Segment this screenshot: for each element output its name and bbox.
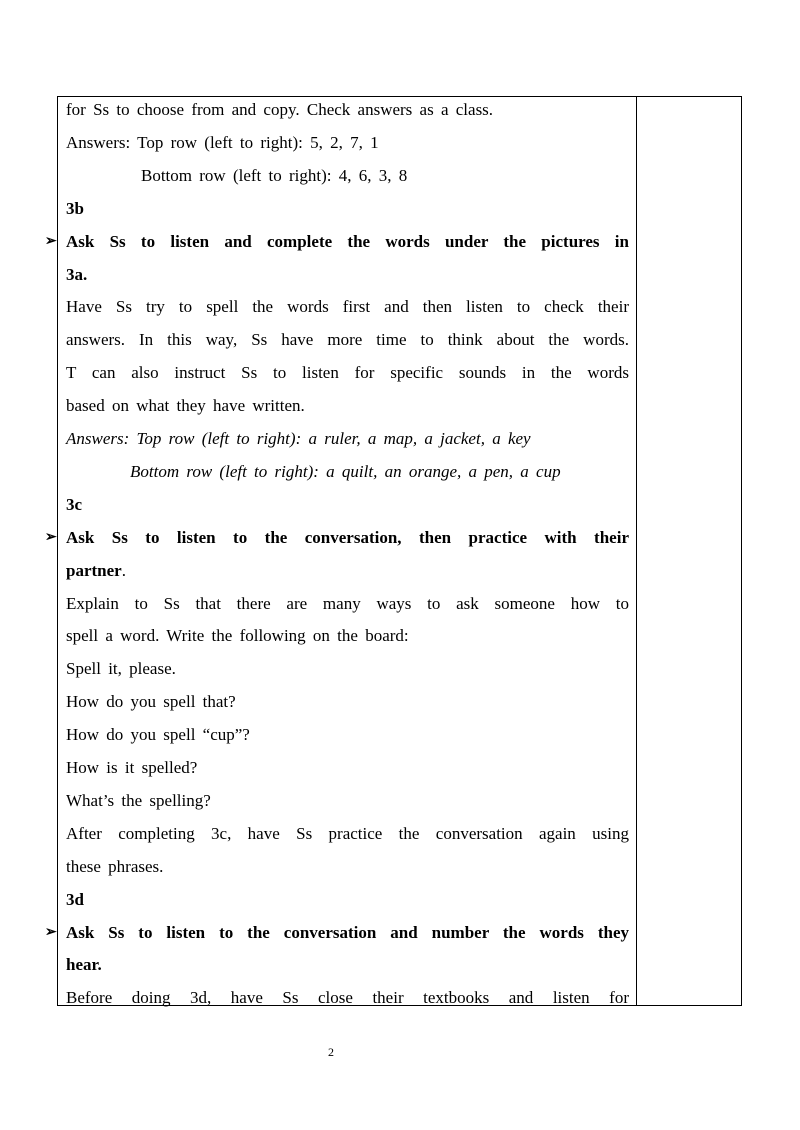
- line-text: for Ss to choose from and copy. Check answers as a class.: [66, 100, 494, 119]
- text-line: [66, 624, 629, 648]
- line-text: Before doing 3d, have Ss close their textbooks and listen for: [66, 988, 629, 1008]
- line-text: How is it spelled?: [66, 758, 198, 777]
- text-line: [130, 460, 629, 484]
- line-text: Answers: Top row (left to right): a ruler, a map, a jacket, a key: [66, 429, 531, 448]
- line-text: What’s the spelling?: [66, 790, 211, 810]
- text-line: [66, 756, 629, 780]
- arrow-bullet-icon: ➢: [45, 529, 57, 545]
- line-text: Ask Ss to listen to the conversation and number the words they: [66, 922, 629, 942]
- text-line: [66, 361, 629, 385]
- line-text: Bottom row (left to right): 4, 6, 3, 8: [141, 165, 408, 185]
- text-line: [66, 690, 629, 714]
- line-text: After completing 3c, have Ss practice the conversation again using: [66, 823, 629, 843]
- bullet-instruction-line: [45, 921, 629, 945]
- arrow-bullet-icon: ➢: [45, 233, 57, 249]
- text-line: [66, 131, 629, 155]
- line-text: spell a word. Write the following on the board:: [66, 626, 409, 646]
- text-line: [66, 888, 629, 912]
- line-text: 3d: [66, 889, 84, 909]
- column-divider: [636, 97, 637, 1005]
- line-text: Explain to Ss that there are many ways to ask someone how to: [66, 593, 629, 613]
- line-text: these phrases.: [66, 856, 164, 876]
- line-text: Bottom row (left to right): a quilt, an orange, a pen, a cup: [130, 461, 561, 481]
- line-text: 3c: [66, 494, 83, 514]
- text-line: [66, 98, 629, 122]
- text-line: [66, 328, 629, 352]
- text-line: [66, 427, 629, 451]
- text-line: [66, 394, 629, 418]
- text-line: [66, 789, 629, 813]
- lesson-table: [45, 96, 742, 1008]
- line-text: Ask Ss to listen to the conversation, then practice with their: [66, 527, 629, 547]
- text-line: [66, 986, 629, 1010]
- text-line: [66, 559, 629, 583]
- line-text: How do you spell “cup”?: [66, 725, 250, 745]
- bullet-instruction-line: [45, 526, 629, 550]
- text-line: [66, 592, 629, 616]
- line-text: Ask Ss to listen and complete the words under the pictures in: [66, 231, 629, 251]
- line-text: 3b: [66, 198, 84, 218]
- text-line: [66, 295, 629, 319]
- text-line: [66, 723, 629, 747]
- line-text: based on what they have written.: [66, 396, 305, 416]
- line-text: hear.: [66, 955, 102, 975]
- line-text: 3a.: [66, 264, 88, 284]
- arrow-bullet-icon: ➢: [45, 924, 57, 940]
- text-line: [66, 263, 629, 287]
- text-line: [66, 822, 629, 846]
- line-text: How do you spell that?: [66, 692, 236, 712]
- text-line: [66, 657, 629, 681]
- line-text: answers. In this way, Ss have more time to think about the words.: [66, 330, 629, 350]
- line-text: Spell it, please.: [66, 659, 176, 679]
- text-line: [66, 493, 629, 517]
- text-line: [66, 953, 629, 977]
- text-line: [66, 197, 629, 221]
- line-text: T can also instruct Ss to listen for specific sounds in the words: [66, 363, 629, 383]
- page-number: 2: [328, 1045, 334, 1059]
- bullet-instruction-line: [45, 230, 629, 254]
- line-suffix: .: [121, 560, 126, 580]
- text-line: [141, 164, 629, 188]
- text-line: [66, 855, 629, 879]
- line-text: partner: [66, 560, 122, 580]
- line-text: Answers: Top row (left to right): 5, 2, 7, 1: [66, 132, 379, 152]
- line-text: Have Ss try to spell the words first and then listen to check their: [66, 297, 629, 317]
